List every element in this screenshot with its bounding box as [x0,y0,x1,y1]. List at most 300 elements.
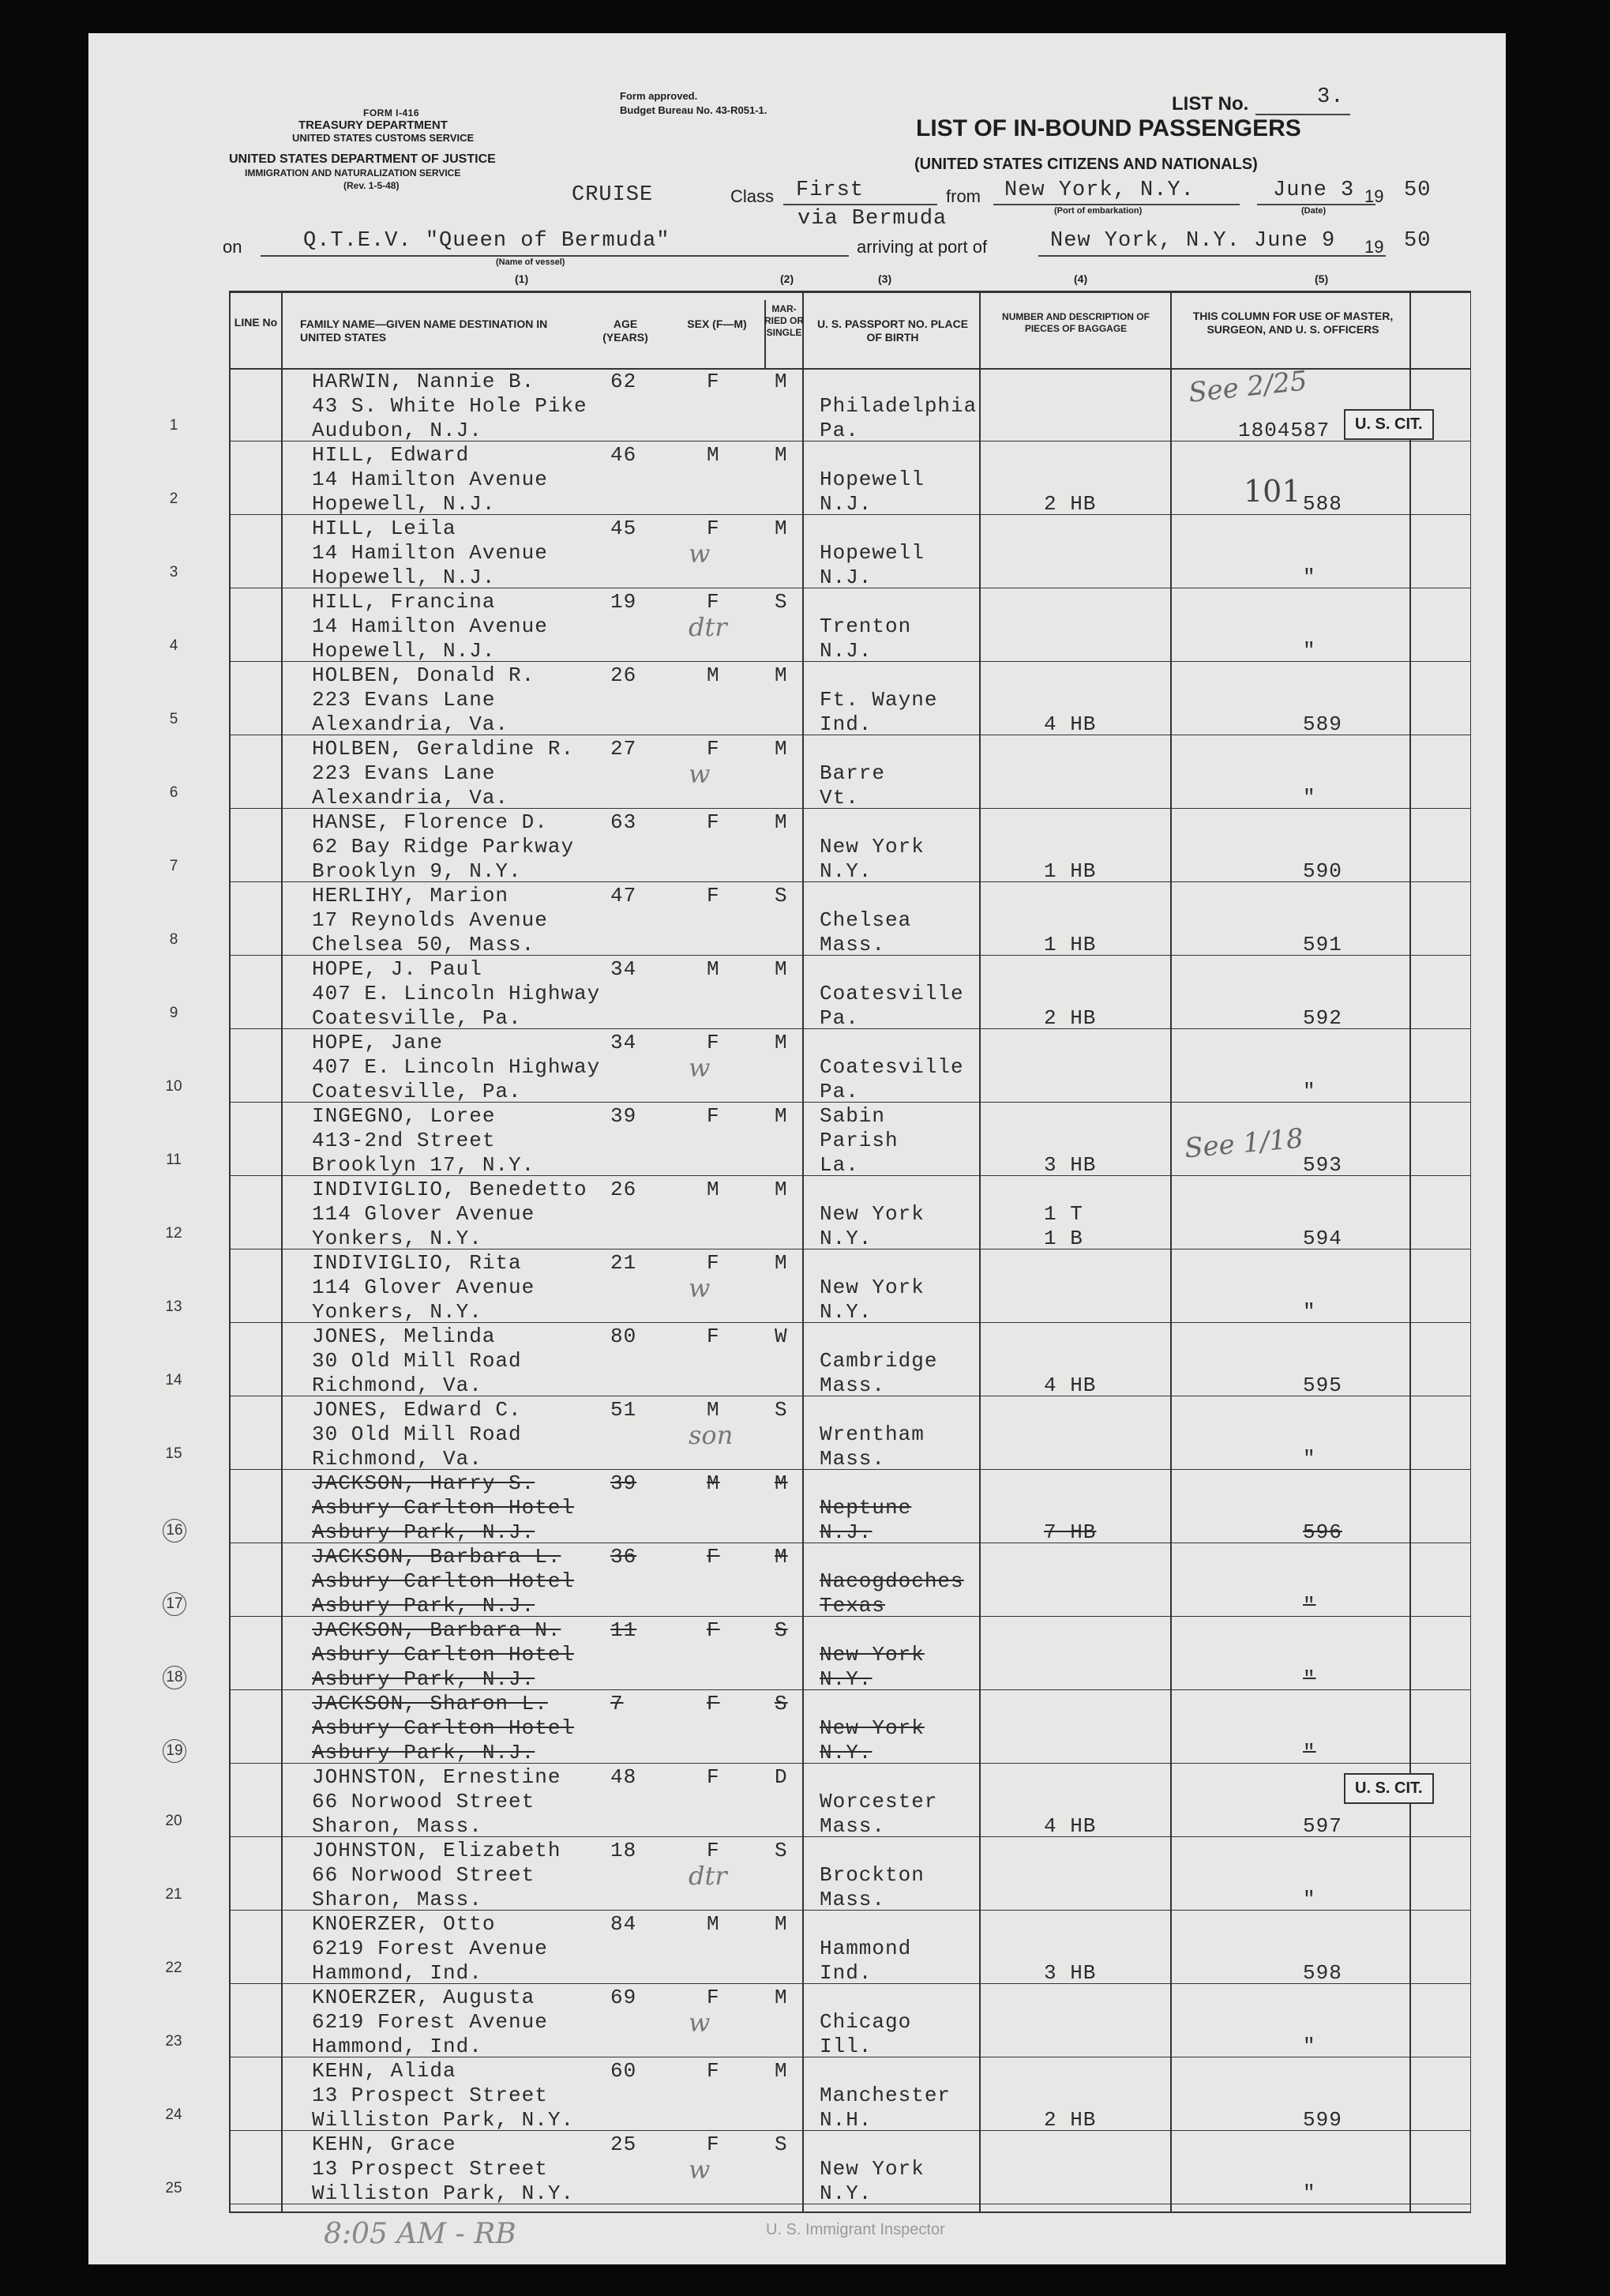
passenger-age-cell [610,737,636,761]
passenger-address: 223 Evans Lane [312,688,496,712]
passenger-name-cell [312,517,456,541]
birthplace-line1-cell [820,688,937,712]
table-row [0,515,1417,588]
line-number: 6 [169,784,178,801]
passenger-address-cell [312,688,495,712]
passenger-age: 51 [610,1398,637,1422]
passenger-sex-cell [707,1618,720,1643]
passenger-marital-status-cell [775,1692,788,1716]
passenger-sex-cell [707,737,720,761]
birthplace-line1: Philadelphia [820,394,978,418]
col-num-4: (4) [1074,272,1088,285]
annotation-time: 8:05 AM - RB [324,2218,516,2250]
line-number: 20 [165,1813,182,1829]
line-number: 16 [163,1519,186,1543]
baggage-count: 7 HB [1044,1520,1097,1544]
birthplace-line1-cell [820,1716,925,1741]
baggage-count-2: 1 B [1044,1227,1083,1250]
officer-number-cell [1303,1080,1316,1104]
table-row [0,2057,1417,2131]
passenger-name: HOLBEN, Donald R. [312,663,535,687]
passenger-city: Brooklyn 17, N.Y. [312,1153,535,1177]
passenger-age-cell [610,1986,636,2010]
baggage-count: 3 HB [1044,1153,1097,1177]
passenger-address-cell [312,1790,535,1814]
passenger-address-cell [312,982,600,1006]
passenger-city-cell [312,492,495,517]
passenger-city-cell [312,419,482,443]
passenger-marital-status-cell [775,1031,788,1055]
line-number: 7 [169,858,178,874]
passenger-age: 48 [610,1765,637,1789]
passenger-name: HARWIN, Nannie B. [312,370,535,393]
birthplace-line1: Hammond [820,1937,912,1960]
class-value: First [796,178,865,202]
birthplace-line2: Texas [820,1594,886,1618]
officer-number-cell [1303,1961,1342,1986]
passenger-age: 11 [610,1618,637,1642]
passenger-sex: M [707,1912,720,1936]
birthplace-line2: Ill. [820,2035,873,2058]
passenger-age: 21 [610,1251,637,1275]
table-row [0,1911,1417,1984]
officer-number-cell [1303,2035,1316,2059]
passenger-marital-status: W [775,1325,788,1348]
officer-number: " [1303,1594,1316,1618]
passenger-sex-cell [707,443,720,468]
col-num-2: (2) [780,272,794,285]
passenger-age: 46 [610,443,637,467]
passenger-city: Coatesville, Pa. [312,1080,522,1103]
birthplace-line2: Ind. [820,1961,873,1985]
passenger-name: INDIVIGLIO, Rita [312,1251,522,1275]
officer-number: " [1303,2035,1316,2058]
passenger-marital-status: M [775,370,788,393]
passenger-city: Brooklyn 9, N.Y. [312,859,522,883]
passenger-city-cell [312,2181,574,2206]
birthplace-line2-cell [820,1080,859,1104]
passenger-address-cell [312,1422,522,1447]
passenger-marital-status-cell [775,1986,788,2010]
header-officers: THIS COLUMN FOR USE OF MASTER, SURGEON, AND U. S. OFFICERS [1192,310,1394,336]
list-title: LIST OF IN-BOUND PASSENGERS [916,115,1301,141]
passenger-marital-status: M [775,2059,788,2083]
passenger-age-cell [610,443,636,468]
birthplace-line2-cell [820,1006,859,1031]
passenger-age-cell [610,1912,636,1937]
passenger-marital-status-cell [775,810,788,835]
birthplace-line1-cell [820,1104,885,1129]
birthplace-line2-cell [820,1373,885,1398]
officer-number: 590 [1303,859,1342,883]
baggage-count: 4 HB [1044,712,1097,736]
line-number: 22 [165,1960,182,1976]
table-row [0,2131,1417,2204]
birthplace-line1: New York [820,2157,925,2181]
officer-number: 594 [1303,1227,1342,1250]
baggage-count: 1 HB [1044,933,1097,956]
passenger-sex: M [707,443,720,467]
departure-date: June 3 [1273,178,1355,202]
dept-immigration: IMMIGRATION AND NATURALIZATION SERVICE [245,167,461,178]
birthplace-line3: La. [820,1153,859,1177]
line-number: 14 [165,1372,182,1388]
passenger-city: Asbury Park, N.J. [312,1594,535,1618]
vessel-name: Q.T.E.V. "Queen of Bermuda" [303,229,670,253]
birthplace-line2: Mass. [820,933,886,956]
passenger-address-cell [312,1643,574,1667]
passenger-city: Sharon, Mass. [312,1888,482,1911]
passenger-sex: M [707,957,720,981]
baggage-count-cell [1044,933,1096,957]
officer-number-cell [1303,933,1342,957]
birthplace-line2-cell [820,1520,872,1545]
passenger-age-cell [610,957,636,982]
passenger-marital-status-cell [775,884,788,908]
passenger-sex-cell [707,1471,720,1496]
passenger-address: 6219 Forest Avenue [312,2010,548,2034]
passenger-sex: M [707,663,720,687]
birthplace-line1: New York [820,835,925,859]
passenger-address-cell [312,2084,548,2108]
passenger-name-cell [312,1839,561,1863]
passenger-age-cell [610,1471,636,1496]
birthplace-line1: Barre [820,761,886,785]
birthplace-line2-cell [820,859,872,884]
birthplace-line1-cell [820,982,964,1006]
relation-mark: dtr [689,1861,727,1891]
passenger-name-cell [312,1618,561,1643]
birthplace-line2-cell [820,712,872,737]
annotation-see-2-25: See 2/25 [1187,365,1309,409]
passenger-age: 25 [610,2133,637,2156]
passenger-age-cell [610,884,636,908]
relation-mark: dtr [689,612,727,642]
passenger-marital-status-cell [775,1618,788,1643]
passenger-city-cell [312,1814,482,1839]
passenger-address-cell [312,1055,600,1080]
officer-number: 596 [1303,1520,1342,1544]
passenger-city-cell [312,1888,482,1912]
birthplace-line2: N.J. [820,1520,873,1544]
passenger-city-cell [312,1741,535,1765]
passenger-address: 17 Reynolds Avenue [312,908,548,932]
baggage-count-2-cell [1044,1227,1083,1251]
passenger-marital-status-cell [775,1251,788,1276]
baggage-count: 2 HB [1044,492,1097,516]
passenger-address: 407 E. Lincoln Highway [312,982,601,1005]
passenger-marital-status: M [775,1986,788,2009]
birthplace-line2-cell [820,639,872,663]
passenger-name: KEHN, Alida [312,2059,456,2083]
passenger-address: 66 Norwood Street [312,1863,535,1887]
arriving-label: arriving at port of [857,237,988,257]
passenger-city-cell [312,566,495,590]
officer-number: " [1303,1667,1316,1691]
birthplace-line1-cell [820,1643,925,1667]
birthplace-line1-cell [820,1055,964,1080]
passenger-sex-cell [707,590,720,614]
passenger-name-cell [312,1912,495,1937]
vessel-note: (Name of vessel) [496,257,565,267]
form-approved: Form approved. [620,90,698,102]
table-row [0,1470,1417,1543]
birthplace-line1: Worcester [820,1790,938,1813]
passenger-sex: F [707,1986,720,2009]
line-number: 1 [169,417,178,434]
baggage-count-cell [1044,1373,1096,1398]
officer-number: 1804587 [1238,419,1330,442]
baggage-count-cell [1044,1520,1096,1545]
passenger-city-cell [312,712,509,737]
passenger-marital-status-cell [775,1104,788,1129]
header-married: MAR-RIED OR SINGLE [764,303,804,338]
passenger-sex-cell [707,1912,720,1937]
birthplace-line2: Pa. [820,1080,859,1103]
passenger-name: JONES, Melinda [312,1325,496,1348]
passenger-city: Asbury Park, N.J. [312,1520,535,1544]
passenger-name: HERLIHY, Marion [312,884,509,908]
passenger-sex-cell [707,1251,720,1276]
birthplace-line1-cell [820,468,925,492]
passenger-sex: F [707,1765,720,1789]
list-subtitle: (UNITED STATES CITIZENS AND NATIONALS) [914,156,1258,173]
passenger-sex-cell [707,1839,720,1863]
passenger-sex-cell [707,810,720,835]
passenger-marital-status: M [775,443,788,467]
passenger-city: Williston Park, N.Y. [312,2108,575,2132]
passenger-marital-status: M [775,663,788,687]
passenger-marital-status: M [775,810,788,834]
line-number: 18 [163,1666,186,1689]
officer-number-cell [1303,786,1316,810]
passenger-address-cell [312,1569,574,1594]
passenger-marital-status-cell [775,957,788,982]
birthplace-line2: Mass. [820,1373,886,1397]
cruise-label: CRUISE [572,183,654,207]
birthplace-line1-cell [820,394,977,419]
passenger-address-cell [312,835,574,859]
passenger-city-cell [312,786,509,810]
officer-number-cell [1303,1888,1316,1912]
baggage-count: 4 HB [1044,1373,1097,1397]
passenger-age: 69 [610,1986,637,2009]
table-row [0,1543,1417,1617]
passenger-marital-status: S [775,1398,788,1422]
officer-number-cell [1303,1741,1316,1765]
table-row [0,662,1417,735]
passenger-address-cell [312,761,495,786]
officer-number: " [1303,566,1316,589]
line-number: 10 [165,1078,182,1095]
birthplace-line1-cell [820,835,925,859]
line-number: 19 [163,1739,186,1763]
baggage-count: 4 HB [1044,1814,1097,1838]
passenger-marital-status-cell [775,1765,788,1790]
passenger-sex: F [707,1251,720,1275]
passenger-sex: F [707,517,720,540]
birthplace-line1: New York [820,1276,925,1299]
passenger-address-cell [312,394,587,419]
relation-mark: w [689,539,711,569]
passenger-address-cell [312,1937,548,1961]
birthplace-line2: N.Y. [820,2181,873,2205]
officer-number-cell [1303,859,1342,884]
passenger-city: Hopewell, N.J. [312,566,496,589]
birthplace-line1-cell [820,1349,937,1373]
baggage-count: 1 HB [1044,859,1097,883]
passenger-address: 13 Prospect Street [312,2157,548,2181]
table-row [0,1617,1417,1690]
passenger-address: 14 Hamilton Avenue [312,541,548,565]
officer-number: 588 [1303,492,1342,516]
passenger-name: HOLBEN, Geraldine R. [312,737,575,761]
passenger-city: Yonkers, N.Y. [312,1227,482,1250]
passenger-marital-status-cell [775,443,788,468]
officer-number-cell [1303,1594,1316,1618]
us-cit-stamp-2: U. S. CIT. [1344,1773,1434,1804]
passenger-city-cell [312,2035,482,2059]
passenger-address: 13 Prospect Street [312,2084,548,2107]
line-number: 3 [169,564,178,581]
birthplace-line1: Wrentham [820,1422,925,1446]
passenger-city: Asbury Park, N.J. [312,1741,535,1764]
passenger-age-cell [610,2133,636,2157]
passenger-address: Asbury Carlton Hotel [312,1716,575,1740]
passenger-name-cell [312,2059,456,2084]
passenger-marital-status-cell [775,1471,788,1496]
birthplace-line2-cell [820,1129,899,1153]
birthplace-line1-cell [820,541,925,566]
class-label: Class [730,186,775,206]
line-number: 4 [169,637,178,654]
passenger-address-cell [312,1863,535,1888]
line-number: 12 [165,1225,182,1242]
birthplace-line1: Nacogdoches [820,1569,964,1593]
table-row [0,1176,1417,1249]
birthplace-line1: New York [820,1202,925,1226]
budget-bureau: Budget Bureau No. 43-R051-1. [620,104,767,116]
passenger-city: Hammond, Ind. [312,1961,482,1985]
birthplace-line2-cell [820,1888,885,1912]
birthplace-line1-cell [820,1937,911,1961]
baggage-count-cell [1044,492,1096,517]
passenger-age: 34 [610,1031,637,1054]
birthplace-line2-cell [820,1227,872,1251]
baggage-count: 3 HB [1044,1961,1097,1985]
passenger-city: Yonkers, N.Y. [312,1300,482,1324]
birthplace-line2-cell [820,1594,885,1618]
birthplace-line1: Coatesville [820,982,964,1005]
passenger-city-cell [312,1080,522,1104]
arrival-port: New York, N.Y. June 9 [1050,229,1336,253]
birthplace-line2-cell [820,1447,885,1471]
birthplace-line1-cell [820,2084,951,2108]
passenger-age: 34 [610,957,637,981]
birthplace-line2-cell [820,566,872,590]
passenger-age-cell [610,1178,636,1202]
passenger-age: 18 [610,1839,637,1862]
year-1: 50 [1404,178,1432,202]
passenger-age-cell [610,1765,636,1790]
birthplace-line1: Coatesville [820,1055,964,1079]
relation-mark: w [689,1273,711,1303]
birthplace-line1: Hopewell [820,541,925,565]
passenger-city: Asbury Park, N.J. [312,1667,535,1691]
embark-note: (Port of embarkation) [1054,206,1143,216]
birthplace-line2-cell [820,786,859,810]
passenger-address-cell [312,1716,574,1741]
officer-number-cell [1303,639,1316,663]
passenger-city-cell [312,639,495,663]
col-num-1: (1) [515,272,529,285]
officer-number: " [1303,786,1316,810]
officer-number: 599 [1303,2108,1342,2132]
passenger-sex-cell [707,1104,720,1129]
passenger-age-cell [610,590,636,614]
passenger-marital-status: S [775,1839,788,1862]
birthplace-line2: N.Y. [820,1227,873,1250]
passenger-sex-cell [707,1692,720,1716]
passenger-marital-status: M [775,1104,788,1128]
passenger-marital-status-cell [775,370,788,394]
passenger-city-cell [312,1373,482,1398]
passenger-city-cell [312,1153,535,1178]
line-number: 23 [165,2033,182,2050]
passenger-city: Hopewell, N.J. [312,492,496,516]
baggage-count-cell [1044,1153,1096,1178]
birthplace-line2: Mass. [820,1447,886,1471]
table-row [0,956,1417,1029]
passenger-age: 26 [610,1178,637,1201]
table-row [0,882,1417,956]
passenger-marital-status: M [775,517,788,540]
passenger-address: 43 S. White Hole Pike [312,394,587,418]
form-revision: (Rev. 1-5-48) [343,180,400,191]
table-row [0,735,1417,809]
birthplace-line2: Parish [820,1129,899,1152]
passenger-address: Asbury Carlton Hotel [312,1569,575,1593]
officer-number: 597 [1303,1814,1342,1838]
passenger-age: 60 [610,2059,637,2083]
birthplace-line2: Pa. [820,419,859,442]
officer-number: " [1303,1888,1316,1911]
passenger-sex: M [707,1471,720,1495]
birthplace-line2: N.J. [820,566,873,589]
birthplace-line2-cell [820,2035,872,2059]
passenger-marital-status-cell [775,1545,788,1569]
baggage-count-cell [1044,859,1096,884]
passenger-marital-status: S [775,1618,788,1642]
officer-number: 598 [1303,1961,1342,1985]
year-2: 50 [1404,229,1432,253]
officer-number-cell [1238,419,1330,443]
passenger-age: 39 [610,1104,637,1128]
passenger-age: 63 [610,810,637,834]
passenger-age-cell [610,1104,636,1129]
birthplace-line2-cell [820,1300,872,1325]
passenger-address-cell [312,468,548,492]
birthplace-line1: Brockton [820,1863,925,1887]
birthplace-line2-cell [820,2181,872,2206]
officer-number-cell [1303,1373,1342,1398]
passenger-address: 14 Hamilton Avenue [312,468,548,491]
header-name: FAMILY NAME—GIVEN NAME DESTINATION IN UNITED STATES [300,318,548,344]
passenger-name: KEHN, Grace [312,2133,456,2156]
officer-number-cell [1303,1447,1316,1471]
line-number: 25 [165,2180,182,2196]
passenger-sex-cell [707,884,720,908]
